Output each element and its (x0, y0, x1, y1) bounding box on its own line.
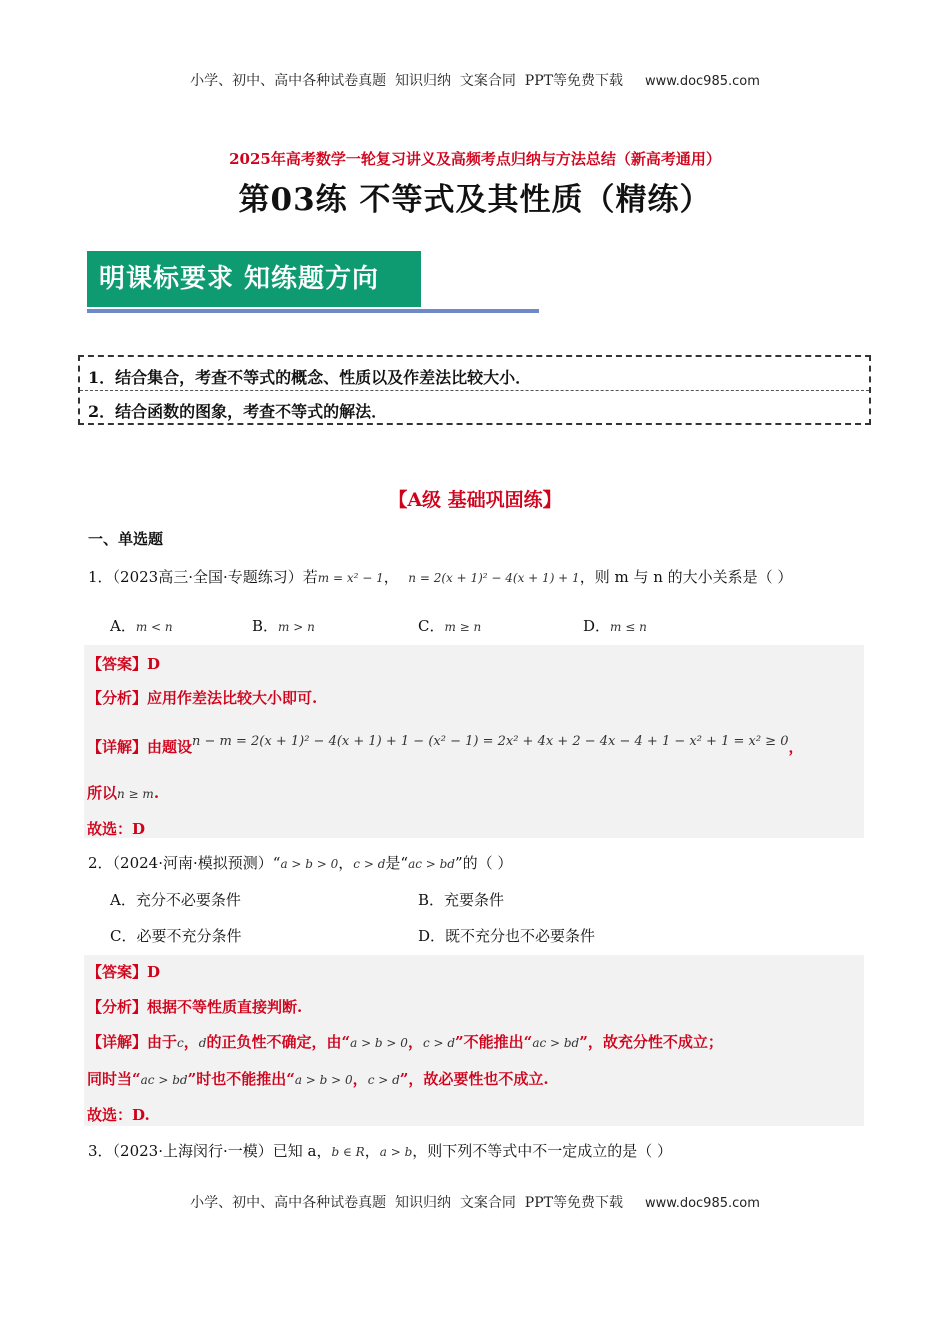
option-label: A． (110, 891, 136, 909)
document-title: 第03练 不等式及其性质（精练） (238, 182, 712, 218)
math-expr: n ≥ m (117, 787, 154, 801)
option-a[interactable] (110, 615, 173, 636)
detail-line (87, 736, 804, 757)
question-tail: ，则下列不等式中不一定成立的是（ ） (412, 1142, 673, 1160)
punct: ， (383, 568, 399, 586)
footer-text: 小学、初中、高中各种试卷真题 知识归纳 文案合同 PPT等免费下载 (190, 1195, 623, 1211)
requirement-item: 1．结合集合，考查不等式的概念、性质以及作差法比较大小． (88, 368, 532, 387)
math-expr: a > b > 0 (280, 857, 339, 871)
level-heading: 【A级 基础巩固练】 (388, 489, 562, 511)
detail-label: 【详解】由题设 (87, 738, 193, 756)
option-text: 必要不充分条件 (136, 927, 242, 945)
option-label: C． (418, 617, 445, 635)
detail-text: ”时也不能推出“ (187, 1070, 295, 1088)
detail-text: ， (183, 1033, 199, 1051)
punct: ， (788, 738, 804, 756)
math-expr: c > d (353, 857, 386, 871)
math-expr: n − m = 2(x + 1)² − 4(x + 1) + 1 − (x² − 1) = 2x² + 4x + 2 − 4x − 4 + 1 − x² + 1 = x² ≥ 0 (192, 734, 789, 749)
question-source: （2024·河南·模拟预测）“ (112, 854, 281, 872)
detail-text: 同时当“ (87, 1070, 141, 1088)
answer-label: 【答案】D (87, 963, 161, 981)
detail-text: ”，故充分性不成立； (579, 1033, 723, 1051)
question-mid: 是“ (385, 854, 409, 872)
requirement-item: 2．结合函数的图象，考查不等式的解法． (88, 402, 388, 421)
math-expr: c (177, 1036, 184, 1050)
detail-text: ， (352, 1070, 368, 1088)
question-tail: ，则 m 与 n 的大小关系是（ ） (579, 568, 793, 586)
math-expr: a > b (379, 1145, 413, 1159)
detail-text: 【详解】由于 (87, 1033, 178, 1051)
analysis-label: 【分析】根据不等性质直接判断. (87, 998, 303, 1016)
math-expr: m = x² − 1 (317, 571, 384, 585)
header-text: 小学、初中、高中各种试卷真题 知识归纳 文案合同 PPT等免费下载 (190, 73, 623, 89)
question-number: 1． (88, 568, 113, 586)
detail-text: ， (407, 1033, 423, 1051)
math-expr: a > b > 0 (350, 1036, 408, 1050)
question-3 (88, 1140, 672, 1161)
math-expr: d (198, 1036, 207, 1050)
question-tail: ”的（ ） (454, 854, 513, 872)
option-expr: m < n (135, 620, 173, 634)
math-expr: ac > bd (408, 857, 455, 871)
detail-line (87, 1031, 723, 1052)
detail-text: ”不能推出“ (455, 1033, 533, 1051)
option-expr: m ≤ n (610, 620, 647, 634)
answer-label: 【答案】D (87, 655, 161, 673)
punct: ， (338, 854, 354, 872)
option-label: D． (418, 927, 446, 945)
question-source: （2023·上海闵行·一模）已知 a， (112, 1142, 332, 1160)
math-expr: c > d (422, 1036, 456, 1050)
document-subtitle: 2025年高考数学一轮复习讲义及高频考点归纳与方法总结（新高考通用） (229, 150, 721, 168)
footer-site-link[interactable]: www.doc985.com (644, 1196, 760, 1211)
punct: . (153, 784, 160, 802)
banner-underline (87, 309, 539, 313)
math-expr: a > b > 0 (294, 1073, 353, 1087)
punct: ， (364, 1142, 380, 1160)
question-source: （2023高三·全国·专题练习）若 (112, 568, 318, 586)
math-expr: ac > bd (140, 1073, 188, 1087)
page-footer (0, 1192, 950, 1212)
option-label: B． (252, 617, 279, 635)
question-number: 3． (88, 1142, 113, 1160)
option-label: C． (110, 927, 137, 945)
header-site-link[interactable]: www.doc985.com (644, 74, 760, 89)
option-text: 充要条件 (444, 891, 505, 909)
option-b[interactable] (252, 615, 315, 636)
option-text: 充分不必要条件 (135, 891, 241, 909)
detail-line-2 (87, 1068, 549, 1089)
option-text: 既不充分也不必要条件 (445, 927, 596, 945)
math-expr: n = 2(x + 1)² − 4(x + 1) + 1 (408, 571, 580, 585)
option-b[interactable] (418, 889, 504, 910)
option-label: B． (418, 891, 445, 909)
requirements-divider (80, 390, 869, 392)
page-header (0, 70, 950, 90)
so-line (87, 782, 159, 803)
requirements-box (78, 355, 871, 425)
option-d[interactable] (583, 615, 647, 636)
section-heading: 一、单选题 (88, 530, 164, 548)
option-a[interactable] (110, 889, 241, 910)
option-d[interactable] (418, 925, 595, 946)
option-expr: m ≥ n (444, 620, 482, 634)
math-expr: ac > bd (532, 1036, 580, 1050)
answer-block-1 (84, 645, 864, 838)
math-expr: c > d (367, 1073, 400, 1087)
section-banner: 明课标要求 知练题方向 (87, 251, 421, 307)
option-expr: m > n (278, 620, 315, 634)
analysis-label: 【分析】应用作差法比较大小即可. (87, 689, 318, 707)
question-1 (88, 566, 792, 587)
answer-block-2 (84, 955, 864, 1126)
question-number: 2． (88, 854, 113, 872)
option-c[interactable] (110, 925, 242, 946)
choice-label: 故选：D. (87, 1106, 150, 1124)
option-label: A． (110, 617, 136, 635)
option-label: D． (583, 617, 611, 635)
detail-text: ”，故必要性也不成立. (399, 1070, 549, 1088)
question-2 (88, 852, 512, 873)
choice-label: 故选：D (87, 820, 146, 838)
option-c[interactable] (418, 615, 481, 636)
so-label: 所以 (87, 784, 118, 802)
math-expr: b ∈ R (331, 1145, 365, 1159)
detail-text: 的正负性不确定，由“ (206, 1033, 351, 1051)
